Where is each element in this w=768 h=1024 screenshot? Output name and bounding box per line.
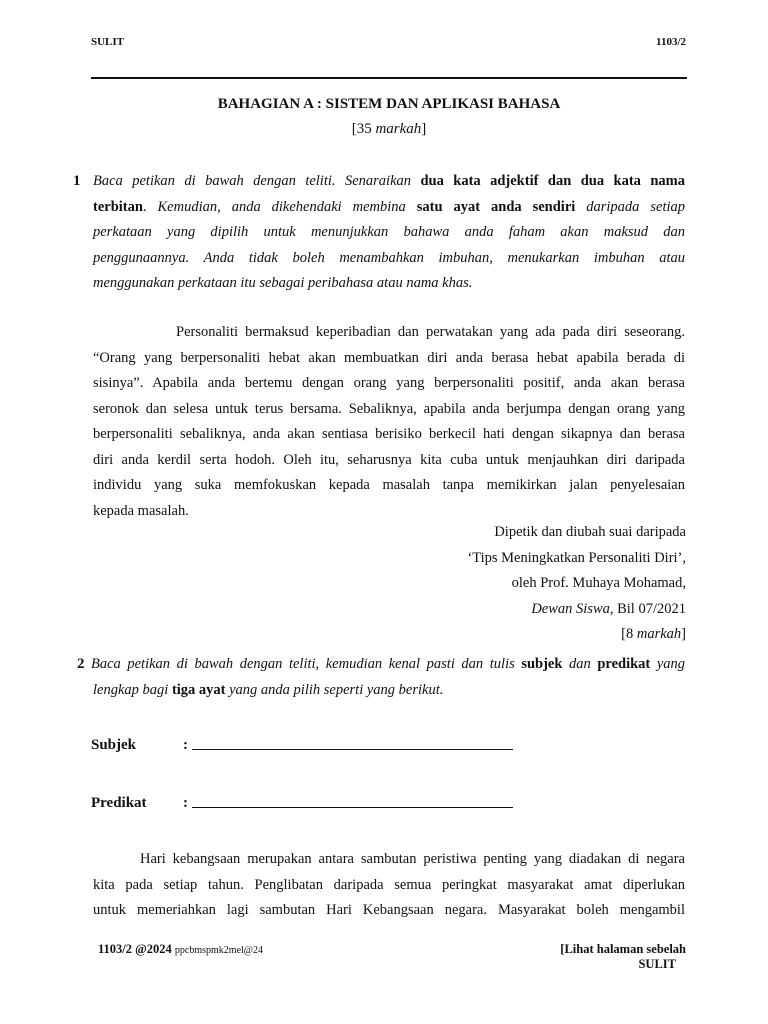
q2-instruction-line-2 bbox=[91, 678, 685, 704]
q1-instr-text: Baca petikan di bawah dengan teliti. Senaraikan bbox=[93, 173, 421, 189]
q2-instr-text: lengkap bagi bbox=[93, 681, 172, 698]
source-line-4 bbox=[467, 597, 686, 623]
footer-right bbox=[560, 942, 686, 972]
q1-instruction-line-5: menggunakan perkataan itu sebagai peribahasa atau nama khas. bbox=[93, 275, 473, 291]
q1-marks-word: markah bbox=[636, 626, 682, 642]
q2-instr-bold: subjek bbox=[521, 656, 563, 672]
predicate-label: Predikat bbox=[91, 795, 147, 811]
question-1-passage bbox=[93, 320, 685, 524]
source-magazine: Dewan Siswa bbox=[531, 600, 610, 617]
source-line-3: oleh Prof. Muhaya Mohamad, bbox=[511, 575, 686, 591]
footer-paper-code: 1103/2 @2024 bbox=[98, 942, 172, 956]
q1-marks-suffix: ] bbox=[681, 626, 686, 642]
subject-colon: : bbox=[183, 737, 188, 753]
passage-line: kepada masalah. bbox=[93, 502, 189, 519]
q1-instr-bold: satu ayat anda sendiri bbox=[416, 198, 576, 215]
question-2-number: 2 bbox=[77, 656, 85, 672]
header-divider bbox=[91, 77, 687, 79]
source-issue: , Bil 07/2021 bbox=[609, 600, 686, 617]
q1-instruction-line-3: perkataan yang dipilih untuk menunjukkan bahawa anda faham akan maksud dan bbox=[93, 224, 685, 240]
header-sulit: SULIT bbox=[91, 36, 125, 48]
q1-instruction-line-1 bbox=[93, 169, 685, 195]
question-2-passage bbox=[93, 847, 685, 924]
source-line-2: ‘Tips Meningkatkan Personaliti Diri’, bbox=[467, 549, 686, 566]
subject-answer-line[interactable] bbox=[192, 749, 513, 750]
q2-instr-bold: predikat bbox=[597, 656, 651, 672]
passage-line: untuk memeriahkan lagi sambutan Hari Kebangsaan negara. Masyarakat boleh mengambil bbox=[93, 902, 685, 918]
q1-marks-prefix: [8 bbox=[621, 626, 637, 642]
passage-line: diri anda kerdil serta hodoh. Oleh itu, seharusnya kita cuba untuk menjauhkan diri daripada bbox=[93, 451, 685, 468]
footer-code bbox=[98, 942, 263, 957]
q1-instr-bold: terbitan bbox=[93, 198, 143, 215]
q2-instr-text: Baca petikan di bawah dengan teliti, kemudian kenal pasti dan tulis bbox=[91, 656, 522, 672]
passage-line: berpersonaliti sebaliknya, anda akan sentiasa berisiko berkecil hati dengan sikapnya dan berasa bbox=[93, 426, 685, 442]
q1-instruction-line-2 bbox=[93, 195, 685, 221]
section-marks bbox=[0, 121, 768, 138]
q1-instr-text: Kemudian, anda dikehendaki membina bbox=[157, 198, 417, 215]
section-marks-suffix: ] bbox=[421, 121, 427, 137]
section-marks-word: markah bbox=[375, 121, 422, 137]
source-line-1: Dipetik dan diubah suai daripada bbox=[494, 524, 686, 540]
q2-instr-bold: tiga ayat bbox=[171, 681, 226, 698]
q1-instr-text: . bbox=[142, 198, 158, 215]
passage-line: Personaliti bermaksud keperibadian dan perwatakan yang ada pada diri seseorang. bbox=[176, 324, 685, 340]
predicate-answer-line[interactable] bbox=[192, 807, 513, 808]
section-title: BAHAGIAN A : SISTEM DAN APLIKASI BAHASA bbox=[217, 96, 561, 112]
footer-sulit: SULIT bbox=[638, 957, 676, 971]
passage-line: sisinya”. Apabila anda bertemu dengan orang yang berpersonaliti positif, anda akan berasa bbox=[93, 375, 685, 391]
section-marks-prefix: [35 bbox=[351, 121, 376, 137]
passage-line: kita pada setiap tahun. Penglibatan daripada semua peringkat masyarakat amat diperlukan bbox=[93, 876, 685, 893]
question-2-instruction bbox=[91, 652, 685, 703]
passage-line: seronok dan selesa untuk terus bersama. Sebaliknya, apabila anda berjumpa dengan orang yang bbox=[93, 400, 685, 417]
question-1-number: 1 bbox=[73, 173, 81, 189]
footer-small-code: ppcbmspmk2mel@24 bbox=[174, 945, 264, 956]
passage-line: individu yang suka memfokuskan kepada masalah tanpa memikirkan jalan penyelesaian bbox=[93, 477, 685, 493]
passage-line: Hari kebangsaan merupakan antara sambutan peristiwa penting yang diadakan di negara bbox=[140, 851, 685, 867]
predicate-colon: : bbox=[183, 795, 188, 811]
q2-instr-text: yang bbox=[650, 656, 686, 672]
q1-instruction-line-4: penggunaannya. Anda tidak boleh menambahkan imbuhan, menukarkan imbuhan atau bbox=[93, 249, 685, 266]
footer-next-page: [Lihat halaman sebelah bbox=[560, 942, 686, 956]
question-1-instruction bbox=[93, 169, 685, 297]
q1-instr-bold: dua kata adjektif dan dua kata nama bbox=[420, 173, 685, 189]
passage-line: “Orang yang berpersonaliti hebat akan membuatkan diri anda berasa hebat apabila berada di bbox=[93, 349, 685, 366]
question-1-marks bbox=[467, 622, 686, 648]
q2-instruction-line-1 bbox=[91, 652, 685, 678]
passage-source bbox=[467, 520, 686, 648]
q2-instr-text: yang anda pilih seperti yang berikut. bbox=[225, 681, 444, 698]
subject-label: Subjek bbox=[91, 737, 137, 753]
header-paper-code: 1103/2 bbox=[656, 36, 686, 48]
q1-instr-text: daripada setiap bbox=[575, 198, 685, 215]
q2-instr-text: dan bbox=[562, 656, 598, 672]
